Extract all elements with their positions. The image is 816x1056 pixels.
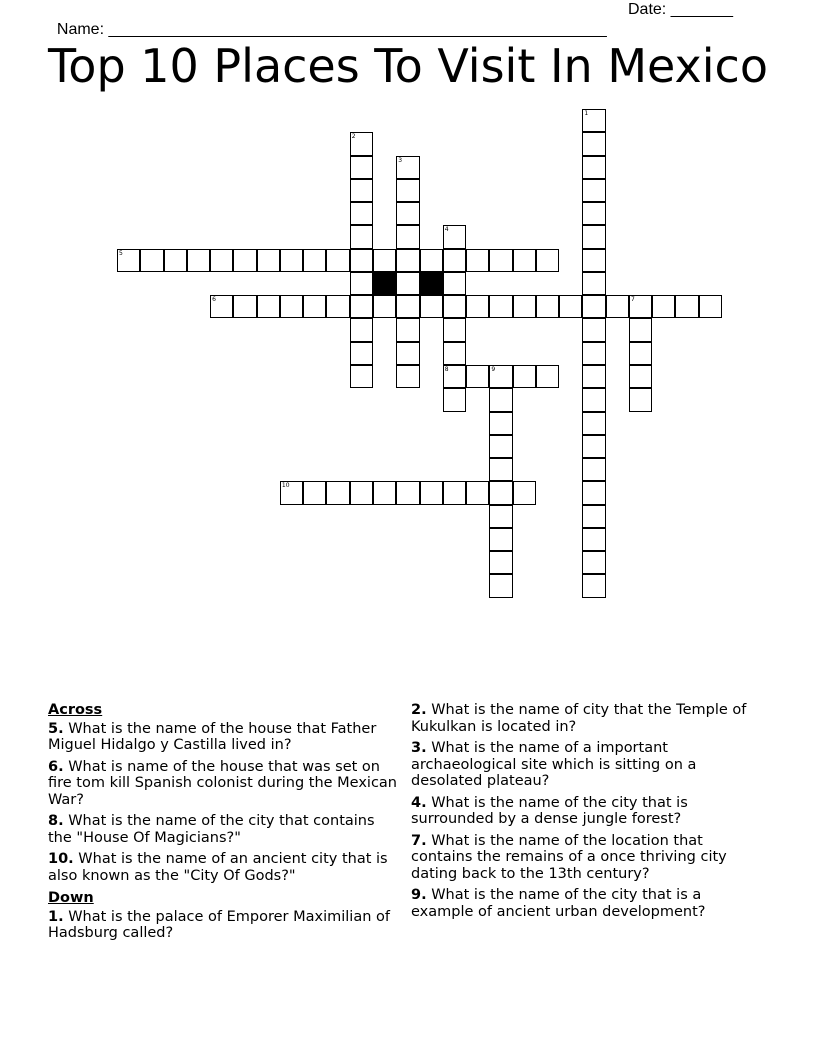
grid-cell[interactable] (489, 505, 512, 528)
grid-cell[interactable] (350, 225, 373, 248)
grid-cell[interactable] (582, 481, 605, 504)
grid-cell[interactable] (582, 365, 605, 388)
grid-cell[interactable] (443, 365, 466, 388)
clue-text: What is the palace of Emporer Maximilian of Hadsburg called? (48, 908, 390, 941)
grid-cell[interactable] (396, 249, 419, 272)
cell-number: 4 (444, 226, 449, 234)
grid-cell[interactable] (350, 156, 373, 179)
grid-block-cell (373, 272, 396, 295)
clue-number: 1. (48, 908, 64, 925)
grid-cell[interactable] (373, 249, 396, 272)
grid-block-cell (420, 272, 443, 295)
clue-number: 10. (48, 851, 74, 867)
grid-cell[interactable] (629, 295, 652, 318)
clue-number: 9. (411, 887, 427, 903)
grid-cell[interactable] (489, 481, 512, 504)
clue-text: What is the name of the location that contains the remains of a once thriving city dating back to the 13th century? (411, 832, 727, 882)
grid-cell[interactable] (443, 249, 466, 272)
grid-cell[interactable] (233, 249, 256, 272)
grid-cell[interactable] (350, 132, 373, 155)
grid-cell[interactable] (443, 295, 466, 318)
grid-cell[interactable] (396, 342, 419, 365)
grid-cell[interactable] (513, 481, 536, 504)
grid-cell[interactable] (350, 272, 373, 295)
grid-cell[interactable] (582, 202, 605, 225)
grid-cell[interactable] (489, 551, 512, 574)
clue-number: 4. (411, 794, 427, 811)
clue-number: 5. (48, 720, 64, 737)
grid-cell[interactable] (582, 551, 605, 574)
clue-number: 2. (411, 702, 427, 718)
cell-number: 5 (119, 249, 123, 257)
grid-cell[interactable] (582, 249, 605, 272)
grid-cell[interactable] (582, 528, 605, 551)
grid-cell[interactable] (396, 272, 419, 295)
grid-cell[interactable] (443, 318, 466, 341)
grid-cell[interactable] (326, 481, 349, 504)
grid-cell[interactable] (396, 365, 419, 388)
clue-down-9 (411, 887, 761, 920)
grid-cell[interactable] (350, 342, 373, 365)
grid-cell[interactable] (164, 249, 187, 272)
clue-down-4 (411, 795, 761, 828)
clue-across-5 (48, 721, 398, 754)
grid-cell[interactable] (582, 109, 605, 132)
grid-cell[interactable] (466, 481, 489, 504)
grid-cell[interactable] (536, 249, 559, 272)
name-field-label[interactable]: Name: ________________________________________________________ (56, 21, 607, 38)
grid-cell[interactable] (629, 365, 652, 388)
clue-down-2 (411, 702, 761, 735)
grid-cell[interactable] (350, 202, 373, 225)
cell-number: 9 (491, 365, 496, 373)
grid-cell[interactable] (443, 481, 466, 504)
grid-cell[interactable] (582, 318, 605, 341)
grid-cell[interactable] (117, 249, 140, 272)
grid-cell[interactable] (582, 574, 605, 597)
grid-cell[interactable] (536, 295, 559, 318)
across-heading: Across (48, 702, 103, 718)
grid-cell[interactable] (303, 249, 326, 272)
grid-cell[interactable] (582, 505, 605, 528)
grid-cell[interactable] (489, 574, 512, 597)
clue-number: 7. (411, 832, 427, 849)
grid-cell[interactable] (396, 318, 419, 341)
grid-cell[interactable] (582, 179, 605, 202)
grid-cell[interactable] (559, 295, 582, 318)
grid-cell[interactable] (582, 295, 605, 318)
cell-number: 3 (398, 156, 403, 164)
clues-left-column (48, 702, 398, 947)
clue-text: What is the name of the house that Father Miguel Hidalgo y Castilla lived in? (48, 720, 377, 753)
grid-cell[interactable] (443, 272, 466, 295)
grid-cell[interactable] (466, 365, 489, 388)
grid-cell[interactable] (350, 249, 373, 272)
clue-text: What is the name of the city that contains the "House Of Magicians?" (48, 813, 375, 846)
grid-cell[interactable] (582, 388, 605, 411)
grid-cell[interactable] (606, 295, 629, 318)
grid-cell[interactable] (140, 249, 163, 272)
clue-text: What is the name of the city that is a example of ancient urban development? (411, 887, 706, 920)
grid-cell[interactable] (257, 249, 280, 272)
grid-cell[interactable] (582, 342, 605, 365)
grid-cell[interactable] (257, 295, 280, 318)
grid-cell[interactable] (466, 249, 489, 272)
grid-cell[interactable] (280, 295, 303, 318)
grid-cell[interactable] (326, 249, 349, 272)
grid-cell[interactable] (233, 295, 256, 318)
grid-cell[interactable] (303, 481, 326, 504)
grid-cell[interactable] (443, 225, 466, 248)
clues-right-column (411, 702, 761, 925)
clue-down-7 (411, 833, 761, 883)
grid-cell[interactable] (396, 481, 419, 504)
grid-cell[interactable] (373, 481, 396, 504)
grid-cell[interactable] (396, 202, 419, 225)
grid-cell[interactable] (280, 481, 303, 504)
clue-down-3 (411, 740, 761, 790)
grid-cell[interactable] (699, 295, 722, 318)
grid-cell[interactable] (582, 132, 605, 155)
cell-number: 7 (630, 296, 635, 304)
cell-number: 10 (281, 482, 290, 490)
clue-text: What is the name of a important archaeological site which is sitting on a desolated plateau? (411, 740, 697, 789)
grid-cell[interactable] (443, 342, 466, 365)
grid-cell[interactable] (652, 295, 675, 318)
grid-cell[interactable] (582, 435, 605, 458)
cell-number: 6 (212, 296, 216, 304)
grid-cell[interactable] (466, 295, 489, 318)
grid-cell[interactable] (489, 458, 512, 481)
grid-cell[interactable] (489, 435, 512, 458)
grid-cell[interactable] (187, 249, 210, 272)
clue-text: What is the name of city that the Temple of Kukulkan is located in? (411, 702, 747, 735)
grid-cell[interactable] (420, 249, 443, 272)
page-title: Top 10 Places To Visit In Mexico (48, 39, 768, 93)
grid-cell[interactable] (629, 388, 652, 411)
clue-text: What is name of the house that was set on fire tom kill Spanish colonist during the Mexican War? (48, 758, 397, 808)
grid-cell[interactable] (489, 412, 512, 435)
grid-cell[interactable] (350, 179, 373, 202)
grid-cell[interactable] (326, 295, 349, 318)
cell-number: 2 (351, 133, 356, 141)
grid-cell[interactable] (489, 249, 512, 272)
date-field-label[interactable]: Date: _______ (628, 1, 733, 18)
grid-cell[interactable] (582, 458, 605, 481)
clue-across-6 (48, 759, 398, 809)
grid-cell[interactable] (280, 249, 303, 272)
grid-cell[interactable] (350, 318, 373, 341)
cell-number: 8 (444, 365, 449, 373)
grid-cell[interactable] (350, 295, 373, 318)
cell-number: 1 (584, 110, 589, 117)
clue-number: 3. (411, 740, 427, 756)
clue-down-1 (48, 909, 398, 942)
grid-cell[interactable] (536, 365, 559, 388)
grid-cell[interactable] (582, 272, 605, 295)
grid-cell[interactable] (582, 156, 605, 179)
grid-cell[interactable] (350, 365, 373, 388)
grid-cell[interactable] (675, 295, 698, 318)
grid-cell[interactable] (420, 481, 443, 504)
grid-cell[interactable] (443, 388, 466, 411)
clue-text: What is the name of the city that is surrounded by a dense jungle forest? (411, 794, 688, 827)
grid-cell[interactable] (489, 388, 512, 411)
grid-cell[interactable] (396, 156, 419, 179)
grid-cell[interactable] (629, 318, 652, 341)
grid-cell[interactable] (513, 365, 536, 388)
grid-cell[interactable] (396, 295, 419, 318)
grid-cell[interactable] (489, 365, 512, 388)
grid-cell[interactable] (350, 481, 373, 504)
grid-cell[interactable] (582, 225, 605, 248)
grid-cell[interactable] (489, 528, 512, 551)
grid-cell[interactable] (373, 295, 396, 318)
grid-cell[interactable] (210, 295, 233, 318)
grid-cell[interactable] (629, 342, 652, 365)
grid-cell[interactable] (303, 295, 326, 318)
grid-cell[interactable] (513, 295, 536, 318)
grid-cell[interactable] (582, 412, 605, 435)
grid-cell[interactable] (489, 295, 512, 318)
clue-number: 6. (48, 758, 64, 775)
grid-cell[interactable] (513, 249, 536, 272)
grid-cell[interactable] (420, 295, 443, 318)
clue-across-10 (48, 851, 398, 884)
grid-cell[interactable] (396, 179, 419, 202)
clue-text: What is the name of an ancient city that is also known as the "City Of Gods?" (48, 851, 388, 884)
grid-cell[interactable] (396, 225, 419, 248)
clue-across-8 (48, 813, 398, 846)
down-heading: Down (48, 890, 94, 906)
grid-cell[interactable] (210, 249, 233, 272)
clue-number: 8. (48, 813, 64, 829)
